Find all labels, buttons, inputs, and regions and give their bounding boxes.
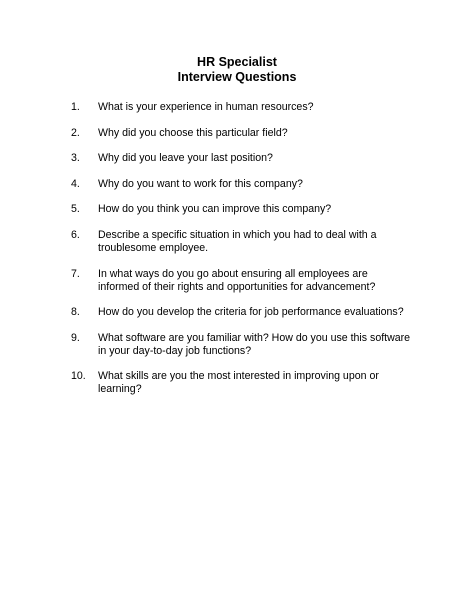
question-number: 3. — [71, 152, 80, 165]
question-text: In what ways do you go about ensuring all employees are informed of their rights and opportunities for advancement? — [98, 267, 376, 293]
title-line-2: Interview Questions — [177, 70, 297, 84]
question-number: 6. — [71, 228, 80, 241]
document-title — [0, 55, 474, 85]
question-text: How do you think you can improve this company? — [98, 203, 332, 216]
question-text: What software are you familiar with? How do you use this software in your day-to-day job functions? — [98, 331, 411, 357]
question-text: Describe a specific situation in which you had to deal with a troublesome employee. — [98, 228, 377, 254]
question-item-9 — [71, 332, 411, 358]
title-line-1: HR Specialist — [197, 55, 277, 69]
question-text: Why did you choose this particular field? — [98, 126, 288, 139]
question-text: What skills are you the most interested in improving upon or learning? — [98, 370, 379, 396]
question-text: Why do you want to work for this company? — [98, 177, 303, 190]
question-text: Why did you leave your last position? — [98, 152, 273, 165]
question-number: 5. — [71, 203, 80, 216]
question-number: 10. — [71, 370, 86, 383]
question-number: 8. — [71, 306, 80, 319]
question-item-6 — [71, 229, 411, 255]
question-text: What is your experience in human resources? — [98, 101, 314, 113]
question-number: 7. — [71, 267, 80, 280]
question-item-1 — [71, 101, 411, 114]
question-number: 1. — [71, 101, 80, 113]
question-item-5 — [71, 203, 411, 216]
question-text: How do you develop the criteria for job performance evaluations? — [98, 306, 404, 319]
question-item-8 — [71, 306, 411, 319]
question-item-3 — [71, 152, 411, 165]
question-number: 2. — [71, 126, 80, 139]
question-number: 9. — [71, 331, 80, 344]
question-item-7 — [71, 268, 411, 294]
question-list — [71, 101, 411, 409]
question-item-4 — [71, 178, 411, 191]
question-item-10 — [71, 370, 411, 396]
question-number: 4. — [71, 177, 80, 190]
question-item-2 — [71, 127, 411, 140]
